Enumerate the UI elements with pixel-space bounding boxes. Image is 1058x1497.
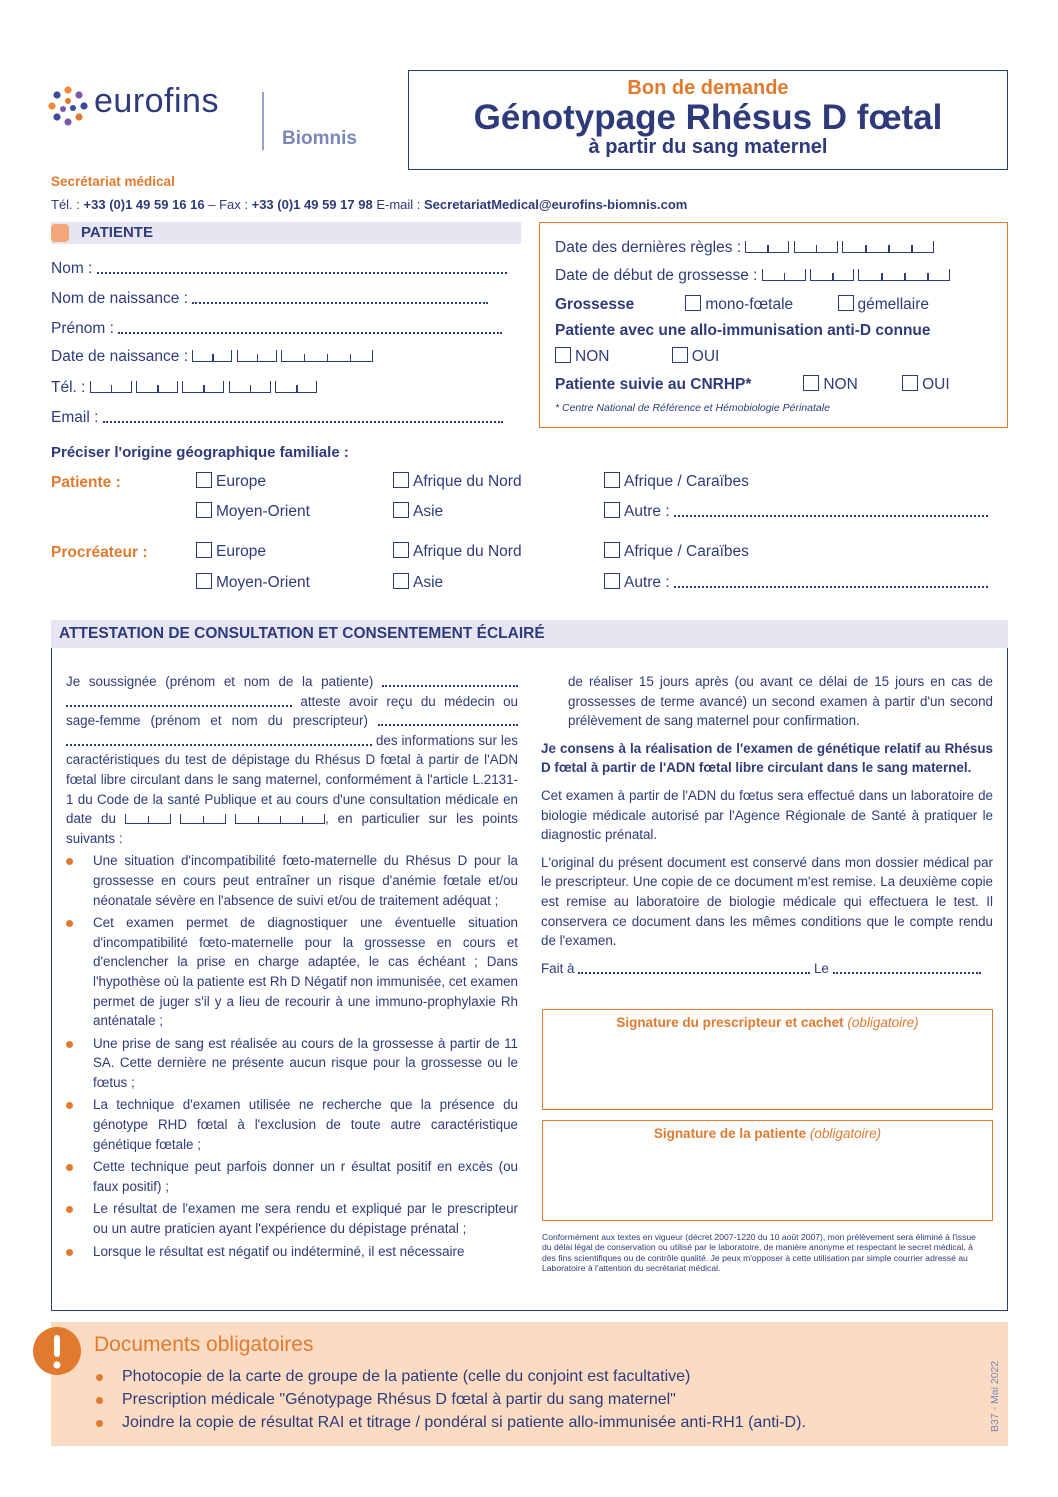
field-prenom[interactable] [51,320,502,338]
title-small: Bon de demande [627,77,789,99]
origin-patiente-grid [196,472,1006,532]
consultation-date-month[interactable] [180,814,226,824]
checkbox-procreateur-autre[interactable]: Autre : [604,573,988,592]
page-title: Génotypage Rhésus D fœtal [473,98,943,137]
fait-a-row[interactable]: Fait à Le [541,959,993,979]
consent-bullet: Une prise de sang est réalisée au cours de la grossesse à partir de 11 SA. Cette dernière ne présente aucun risque pour la grossesse ou le fœtus ; [66,1034,518,1093]
fax-label: – Fax : [208,197,248,212]
email-value[interactable]: SecretariatMedical@eurofins-biomnis.com [424,197,688,212]
field-tel[interactable] [51,379,317,397]
consent-section-title: ATTESTATION DE CONSULTATION ET CONSENTEMENT ÉCLAIRÉ [59,625,545,642]
consent-continuation: de réaliser 15 jours après (ou avant ce délai de 15 jours en cas de grossesses de terme avancé) un second examen à partir d'un second prélèvement de sang maternel pour confirmation. [568,674,993,729]
consent-statement: Je consens à la réalisation de l'examen de génétique relatif au Rhésus D fœtal à partir de l'ADN fœtal libre circulant dans le sang maternel. [541,740,993,776]
consent-bullet: Le résultat de l'examen me sera rendu et expliqué par le prescripteur ou un autre praticien ayant l'expérience du dépistage prénatal ; [66,1199,518,1238]
documents-title: Documents obligatoires [94,1333,314,1356]
consultation-date-day[interactable] [125,814,171,824]
signature-patiente-box[interactable]: Signature de la patiente (obligatoire) [542,1120,993,1221]
origin-procreateur-label: Procréateur : [51,544,148,561]
checkbox-patiente-europe[interactable]: Europe [196,472,266,491]
cnrhp-label: Patiente suivie au CNRHP* [555,376,752,393]
consent-section-header [51,620,1008,648]
origin-procreateur-grid [196,542,1006,602]
checkbox-cnrhp-non[interactable]: NON [803,376,857,393]
checkbox-procreateur-afrique-nord[interactable]: Afrique du Nord [393,542,522,561]
document-item: Photocopie de la carte de groupe de la patiente (celle du conjoint est facultative) [96,1365,976,1388]
consent-right-column [541,672,993,978]
documents-list [96,1365,976,1434]
checkbox-patiente-asie[interactable]: Asie [393,502,443,521]
document-item: Joindre la copie de résultat RAI et titrage / pondéral si patiente allo-immunisée anti-RH1 (anti-D). [96,1411,976,1434]
tel-label: Tél. : [51,197,80,212]
documents-panel [51,1322,1008,1446]
signature-prescripteur-box[interactable]: Signature du prescripteur et cachet (obligatoire) [542,1009,993,1110]
field-debut-grossesse[interactable]: Date de début de grossesse : [555,267,950,285]
consent-bullet: Lorsque le résultat est négatif ou indéterminé, il est nécessaire [66,1242,518,1262]
field-nom-naissance[interactable] [51,290,488,308]
allo-row [555,347,719,366]
contact-heading: Secrétariat médical [51,174,175,189]
form-code: B37 - Mai 2022 [989,1360,1001,1432]
title-box [408,70,1008,170]
contact-line [51,197,687,212]
grossesse-row [555,295,929,314]
patient-section-header [51,222,521,244]
field-label: Tél. : [51,379,86,396]
legal-notice: Conformément aux textes en vigueur (décret 2007-1220 du 10 août 2007), mon prélèvement sera éliminé à l'issue du délai légal de conservation ou utilisé par le laboratoire, de manière anonyme et respectant le secret médical, à des fins scientifiques ou de contrôle qualité. Je peux m'opposer à cette utilisation par simple courrier adressé au Laboratoire à l'attention du secrétariat médical. [542,1232,976,1274]
document-item: Prescription médicale "Génotypage Rhésus D fœtal à partir du sang maternel" [96,1388,976,1411]
field-email[interactable] [51,409,503,427]
checkbox-procreateur-afrique-caraibes[interactable]: Afrique / Caraïbes [604,542,749,561]
field-label: Date de naissance : [51,348,189,365]
logo-biomnis: Biomnis [282,128,357,149]
tel-value: +33 (0)1 49 59 16 16 [83,197,205,212]
checkbox-patiente-autre[interactable]: Autre : [604,502,988,521]
origin-patiente-label: Patiente : [51,474,121,491]
checkbox-procreateur-moyen-orient[interactable]: Moyen-Orient [196,573,310,592]
consent-bullet: Cette technique peut parfois donner un r ésultat positif en excès (ou faux positif) ; [66,1157,518,1196]
checkbox-procreateur-asie[interactable]: Asie [393,573,443,592]
consent-p1: Je soussignée (prénom et nom de la patiente) atteste avoir reçu du médecin ou sage-femme (prénom et nom du prescripteur) des informations sur les caractéristiques du test de dépistage du Rhésus D fœtal à partir de l'ADN fœtal libre circulant dans le sang maternel, conformément à l'article L.2131-1 du Code de la santé Publique et au cours d'une consultation médicale en date du , en particulier sur les points suivants : [66,674,518,846]
field-date-naissance[interactable] [51,348,373,366]
checkbox-patiente-moyen-orient[interactable]: Moyen-Orient [196,502,310,521]
checkbox-procreateur-europe[interactable]: Europe [196,542,266,561]
eurofins-dots-icon [48,86,88,126]
warning-exclamation-icon [32,1326,82,1376]
consent-copy-paragraph: L'original du présent document est conservé dans mon dossier médical par le prescripteur. Une copie de ce document m'est remise. La deuxième copie est remise au laboratoire de biologie médicale qui effectuera le test. Il conservera ce document dans les mêmes conditions que le compte rendu de l'examen. [541,854,993,949]
cnrhp-row [555,375,950,394]
checkbox-gemellaire[interactable]: gémellaire [838,296,930,313]
email-label: E-mail : [376,197,421,212]
field-label: Prénom : [51,320,114,337]
allo-label: Patiente avec une allo-immunisation anti-D connue [555,322,931,339]
grossesse-label: Grossesse [555,296,635,313]
pregnancy-box [539,222,1008,428]
field-nom[interactable] [51,260,507,278]
field-label: Nom : [51,260,93,277]
checkbox-patiente-afrique-nord[interactable]: Afrique du Nord [393,472,522,491]
consent-bullet: Une situation d'incompatibilité fœto-maternelle du Rhésus D pour la grossesse en cours peut entraîner un risque d'anémie fœtale et/ou néonatale sévère en l'absence de suivi et/ou de traitement adéquat ; [66,851,518,910]
section-marker-icon [51,224,69,242]
checkbox-patiente-afrique-caraibes[interactable]: Afrique / Caraïbes [604,472,749,491]
consultation-date-year[interactable] [235,814,325,824]
consent-bullet: Cet examen permet de diagnostiquer une éventuelle situation d'incompatibilité fœto-maternelle pour la grossesse en cours et d'enclencher la prise en charge adaptée, le cas échéant ; Dans l'hypothèse où la patiente est Rh D Négatif non immunisée, cet examen permet de juger s'il y a lieu de recourir à une immuno-prophylaxie Rh anténatale ; [66,913,518,1031]
consent-lab-paragraph: Cet examen à partir de l'ADN du fœtus sera effectué dans un laboratoire de biologie médicale autorisé par l'Agence Régionale de Santé à pratiquer le diagnostic prénatal. [541,787,993,843]
field-label: Email : [51,409,99,426]
consent-left-column [66,672,518,1261]
eurofins-logo [48,82,378,152]
logo-divider [262,92,264,150]
field-label: Nom de naissance : [51,290,188,307]
checkbox-cnrhp-oui[interactable]: OUI [902,376,950,393]
consent-bullet: La technique d'examen utilisée ne recherche que la présence du génotype RHD fœtal à l'exclusion de toute autre caractéristique génétique fœtale ; [66,1095,518,1154]
cnrhp-footnote: * Centre National de Référence et Hémobiologie Périnatale [555,402,830,414]
title-subtitle: à partir du sang maternel [588,136,828,158]
checkbox-allo-oui[interactable]: OUI [672,348,720,365]
field-dernieres-regles[interactable]: Date des dernières règles : [555,239,934,257]
checkbox-allo-non[interactable]: NON [555,348,609,365]
checkbox-mono-foetale[interactable]: mono-fœtale [685,296,793,313]
origin-title: Préciser l'origine géographique familiale : [51,444,349,461]
fax-value: +33 (0)1 49 59 17 98 [251,197,373,212]
patient-section-title: PATIENTE [81,224,153,241]
logo-wordmark: eurofins [94,82,219,120]
